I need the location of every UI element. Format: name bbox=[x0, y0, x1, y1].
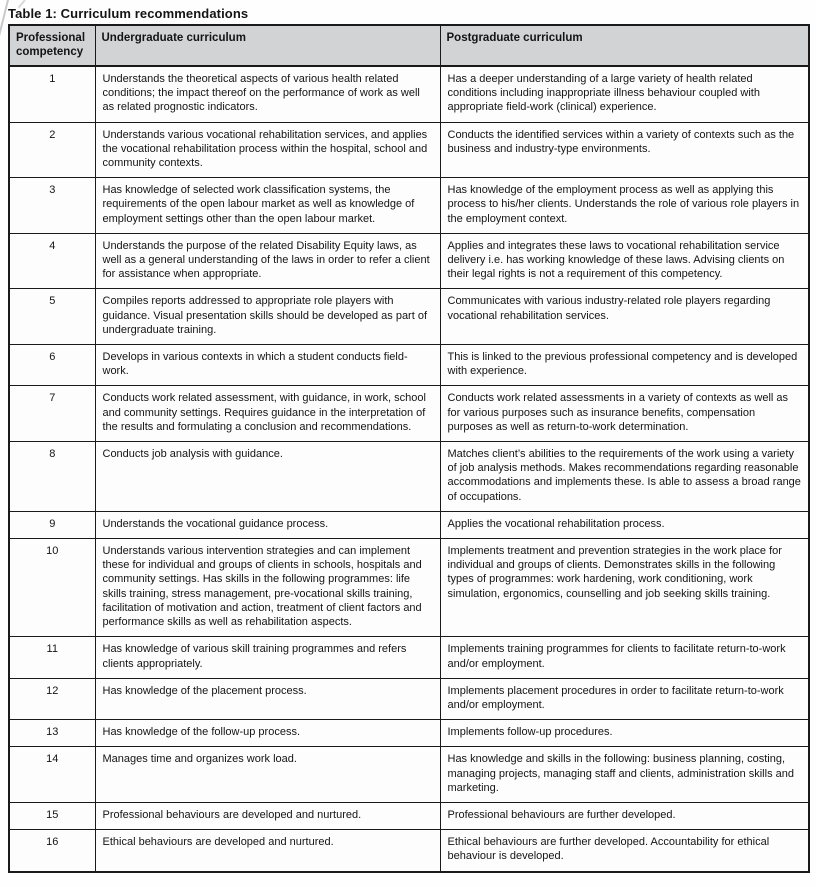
competency-number-cell: 14 bbox=[9, 747, 95, 803]
competency-number-cell: 11 bbox=[9, 637, 95, 678]
postgraduate-curriculum-cell: Ethical behaviours are further developed. Accountability for ethical behaviour is developed. bbox=[440, 830, 809, 872]
table-row bbox=[9, 720, 809, 747]
postgraduate-curriculum-cell: Conducts work related assessments in a variety of contexts as well as for various purposes such as insurance benefits, compensation purposes as well as return-to-work determination. bbox=[440, 386, 809, 442]
undergraduate-curriculum-cell: Conducts work related assessment, with guidance, in work, school and community settings. Requires guidance in the interpretation of the results and formulating a conclusion and recommendations. bbox=[95, 386, 440, 442]
postgraduate-curriculum-cell: Professional behaviours are further developed. bbox=[440, 802, 809, 829]
column-header-postgraduate-curriculum: Postgraduate curriculum bbox=[440, 25, 809, 66]
competency-number-cell: 3 bbox=[9, 178, 95, 234]
table-row bbox=[9, 233, 809, 289]
competency-number-cell: 1 bbox=[9, 66, 95, 122]
postgraduate-curriculum-cell: Implements training programmes for clients to facilitate return-to-work and/or employment. bbox=[440, 637, 809, 678]
competency-number-cell: 12 bbox=[9, 678, 95, 719]
table-row bbox=[9, 345, 809, 386]
postgraduate-curriculum-cell: Communicates with various industry-related role players regarding vocational rehabilitation services. bbox=[440, 289, 809, 345]
table-row bbox=[9, 511, 809, 538]
undergraduate-curriculum-cell: Professional behaviours are developed and nurtured. bbox=[95, 802, 440, 829]
table-row bbox=[9, 539, 809, 637]
table-title: Table 1: Curriculum recommendations bbox=[8, 6, 249, 21]
table-row bbox=[9, 747, 809, 803]
table-row bbox=[9, 442, 809, 512]
column-header-professional-competency: Professional competency bbox=[9, 25, 95, 66]
undergraduate-curriculum-cell: Has knowledge of various skill training programmes and refers clients appropriately. bbox=[95, 637, 440, 678]
table-row bbox=[9, 830, 809, 872]
competency-number-cell: 15 bbox=[9, 802, 95, 829]
competency-number-cell: 13 bbox=[9, 720, 95, 747]
undergraduate-curriculum-cell: Has knowledge of the placement process. bbox=[95, 678, 440, 719]
postgraduate-curriculum-cell: Implements placement procedures in order to facilitate return-to-work and/or employment. bbox=[440, 678, 809, 719]
column-header-undergraduate-curriculum: Undergraduate curriculum bbox=[95, 25, 440, 66]
postgraduate-curriculum-cell: Implements treatment and prevention strategies in the work place for individual and groups of clients. Demonstrates skills in the following types of programmes: work hardening, work conditioning, work simulation, ergonomics, counselling and job seeking skills training. bbox=[440, 539, 809, 637]
table-row bbox=[9, 386, 809, 442]
table-row bbox=[9, 637, 809, 678]
undergraduate-curriculum-cell: Compiles reports addressed to appropriate role players with guidance. Visual presentation skills should be developed as part of undergraduate training. bbox=[95, 289, 440, 345]
undergraduate-curriculum-cell: Ethical behaviours are developed and nurtured. bbox=[95, 830, 440, 872]
postgraduate-curriculum-cell: Applies the vocational rehabilitation process. bbox=[440, 511, 809, 538]
undergraduate-curriculum-cell: Manages time and organizes work load. bbox=[95, 747, 440, 803]
undergraduate-curriculum-cell: Has knowledge of the follow-up process. bbox=[95, 720, 440, 747]
table-row bbox=[9, 802, 809, 829]
competency-number-cell: 5 bbox=[9, 289, 95, 345]
undergraduate-curriculum-cell: Understands the theoretical aspects of various health related conditions; the impact thereof on the performance of work as well as related prognostic indicators. bbox=[95, 66, 440, 122]
postgraduate-curriculum-cell: Has knowledge and skills in the following: business planning, costing, managing projects, managing staff and clients, administration skills and marketing. bbox=[440, 747, 809, 803]
competency-number-cell: 2 bbox=[9, 122, 95, 178]
competency-number-cell: 8 bbox=[9, 442, 95, 512]
postgraduate-curriculum-cell: Has a deeper understanding of a large variety of health related conditions including inappropriate illness behaviour coupled with appropriate field-work (clinical) experience. bbox=[440, 66, 809, 122]
table-row bbox=[9, 678, 809, 719]
undergraduate-curriculum-cell: Understands various vocational rehabilitation services, and applies the vocational rehabilitation process within the hospital, school and community contexts. bbox=[95, 122, 440, 178]
undergraduate-curriculum-cell: Has knowledge of selected work classification systems, the requirements of the open labour market as well as knowledge of employment settings other than the open labour market. bbox=[95, 178, 440, 234]
table-row bbox=[9, 178, 809, 234]
table-row bbox=[9, 66, 809, 122]
page-watermark-line bbox=[0, 0, 2, 105]
table-row bbox=[9, 122, 809, 178]
table-body bbox=[9, 66, 809, 872]
table-header-row bbox=[9, 25, 809, 66]
undergraduate-curriculum-cell: Understands the purpose of the related Disability Equity laws, as well as a general understanding of the laws in order to refer a client for assistance when appropriate. bbox=[95, 233, 440, 289]
competency-number-cell: 7 bbox=[9, 386, 95, 442]
postgraduate-curriculum-cell: Conducts the identified services within a variety of contexts such as the business and industry-type environments. bbox=[440, 122, 809, 178]
competency-number-cell: 16 bbox=[9, 830, 95, 872]
undergraduate-curriculum-cell: Understands various intervention strategies and can implement these for individual and groups of clients in schools, hospitals and community settings. Has skills in the following programmes: life skills training, stress management, pre-vocational skills training, facilitation of motivation and action, treatment of client factors and performance skills as well as rehabilitation aspects. bbox=[95, 539, 440, 637]
postgraduate-curriculum-cell: Applies and integrates these laws to vocational rehabilitation service delivery i.e. has working knowledge of these laws. Advising clients on their legal rights is not a requirement of this competency. bbox=[440, 233, 809, 289]
competency-number-cell: 10 bbox=[9, 539, 95, 637]
undergraduate-curriculum-cell: Conducts job analysis with guidance. bbox=[95, 442, 440, 512]
undergraduate-curriculum-cell: Develops in various contexts in which a student conducts field-work. bbox=[95, 345, 440, 386]
competency-number-cell: 6 bbox=[9, 345, 95, 386]
postgraduate-curriculum-cell: Implements follow-up procedures. bbox=[440, 720, 809, 747]
postgraduate-curriculum-cell: Matches client’s abilities to the requirements of the work using a variety of job analysis methods. Makes recommendations regarding reasonable accommodations and implements these. Is able to assess a broad range of occupations. bbox=[440, 442, 809, 512]
undergraduate-curriculum-cell: Understands the vocational guidance process. bbox=[95, 511, 440, 538]
postgraduate-curriculum-cell: This is linked to the previous professional competency and is developed with experience. bbox=[440, 345, 809, 386]
curriculum-table bbox=[8, 24, 810, 873]
table-row bbox=[9, 289, 809, 345]
postgraduate-curriculum-cell: Has knowledge of the employment process as well as applying this process to his/her clients. Understands the role of various role players in the employment context. bbox=[440, 178, 809, 234]
competency-number-cell: 9 bbox=[9, 511, 95, 538]
competency-number-cell: 4 bbox=[9, 233, 95, 289]
